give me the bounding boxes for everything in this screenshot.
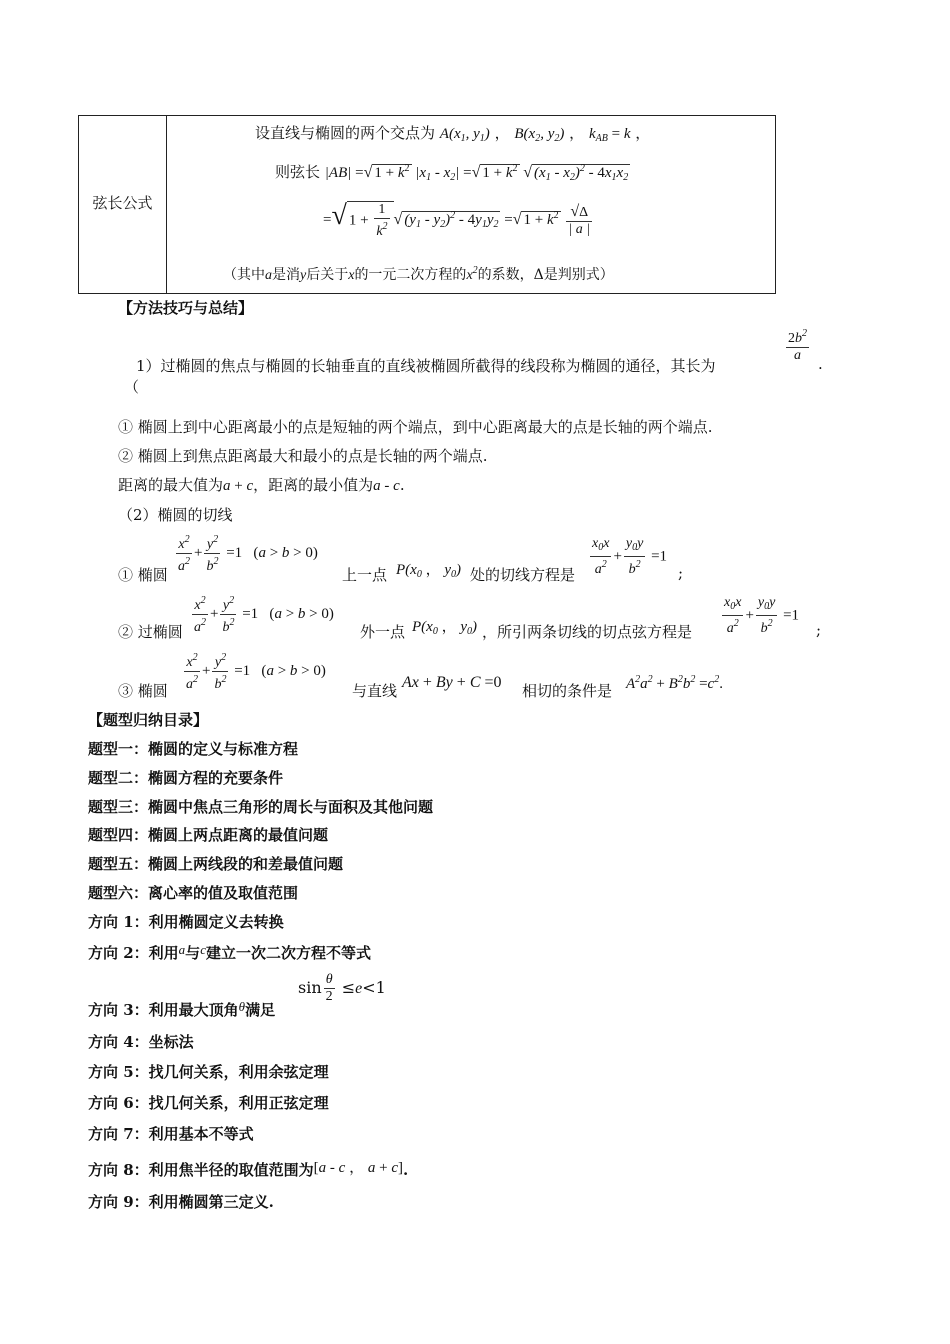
t1-text: 处的切线方程是 <box>470 566 576 584</box>
point-p-formula: $P(x_0$ ， $y_0$) <box>396 562 462 580</box>
circle-item-2: ② 椭圆上到焦点距离最大和最小的点是长轴的两个端点. <box>118 447 488 465</box>
tangent-heading: （2）椭圆的切线 <box>118 506 233 524</box>
var-x-squared: $x^2$ <box>466 265 478 283</box>
var-a: a <box>178 942 186 957</box>
catalog-item: 方向 1：利用椭圆定义去转换 <box>88 913 284 931</box>
delta-symbol: Δ <box>533 267 544 283</box>
open-paren: （ <box>124 378 140 396</box>
var-a: a <box>265 268 272 283</box>
note-part: （其中 <box>223 267 265 283</box>
dist-text: ，距离的最小值为 <box>253 476 374 494</box>
methods-heading: 【方法技巧与总结】 <box>118 299 254 317</box>
focal-radius-range: [a - c ， a + c] <box>313 1160 403 1176</box>
note-part: 的系数， <box>477 267 534 283</box>
catalog-item: 方向 4：坐标法 <box>88 1033 194 1051</box>
note-part: 是消 <box>272 267 300 283</box>
catalog-direction-2 <box>88 942 371 963</box>
t2-text: ② 过椭圆 <box>118 623 183 641</box>
dir3-text: 方向 3：利用最大顶角 <box>88 1001 239 1019</box>
semicolon: ; <box>678 564 684 582</box>
semicolon: ; <box>816 621 822 639</box>
ellipse-equation: $\frac{x^2}{a^2}$ + $\frac{y^2}{b^2}$ =1 (a > b > 0) <box>194 595 334 635</box>
distance-line: 距离的最大值为a + c，距离的最小值为a - c. <box>118 476 405 494</box>
catalog-item: 题型四：椭圆上两点距离的最值问题 <box>88 826 329 844</box>
catalog-direction-3 <box>88 999 275 1020</box>
dist-text: 距离的最大值为 <box>118 476 224 494</box>
catalog-item: 题型一：椭圆的定义与标准方程 <box>88 740 299 758</box>
catalog-item: 题型二：椭圆方程的充要条件 <box>88 769 284 787</box>
eccentricity-condition: sin $\frac{\theta}{2}$ ≤e<1 <box>298 972 386 1004</box>
note-part: 的一元二次方程的 <box>354 267 467 283</box>
catalog-item: 题型五：椭圆上两线段的和差最值问题 <box>88 855 344 873</box>
ellipse-equation: $\frac{x^2}{a^2}$ + $\frac{y^2}{b^2}$ =1 (a > b > 0) <box>186 652 326 692</box>
ellipse-equation: $\frac{x^2}{a^2}$ + $\frac{y^2}{b^2}$ =1 (a > b > 0) <box>178 534 318 574</box>
table-label: 弦长公式 <box>92 194 153 212</box>
tangent-equation: $\frac{x_0x}{a^2}$ + $\frac{y_0y}{b^2}$ =1 <box>592 536 668 577</box>
t3-text: 与直线 <box>352 682 398 700</box>
circle-item-1: ① 椭圆上到中心距离最小的点是短轴的两个端点，到中心距离最大的点是长轴的两个端点. <box>118 418 713 436</box>
var-x: x <box>348 268 355 283</box>
t1-text: 上一点 <box>342 566 388 584</box>
line-equation: Ax + By + C =0 <box>402 674 502 691</box>
catalog-item: 方向 5：找几何关系，利用余弦定理 <box>88 1063 329 1081</box>
methods-item-1 <box>136 355 716 376</box>
chord-length-table <box>78 115 776 294</box>
item-1-text: 1）过椭圆的焦点与椭圆的长轴垂直的直线被椭圆所截得的线段称为椭圆的通径，其长为 <box>136 357 716 375</box>
intersection-text: 设直线与椭圆的两个交点为 <box>255 124 436 142</box>
var-c: c <box>200 942 206 957</box>
point-b-formula: $B(x_2$, $y_2$) <box>514 126 565 144</box>
catalog-item: 题型三：椭圆中焦点三角形的周长与面积及其他问题 <box>88 798 434 816</box>
point-a-formula: $A(x_1$, $y_1$) <box>439 126 490 144</box>
catalog-item: 方向 7：利用基本不等式 <box>88 1125 254 1143</box>
chord-formula-2: =√ 1 + $\frac{1}{k^2}$ √ $(y_1 - y_2)^2 - 4y_1y_2$ =√ $1 + k^2$ $\frac{√\Delta}{| a |}$ <box>323 200 591 239</box>
table-divider <box>166 116 167 293</box>
note-part: 是判别式） <box>543 267 614 283</box>
var-y: y <box>300 268 307 283</box>
table-line-3 <box>323 200 594 240</box>
table-line-1: 设直线与椭圆的两个交点为 $A(x_1$, $y_1$) ， $B(x_2$, $y_2$) ， $k_{AB} = k$ ， <box>255 124 651 144</box>
point-p-formula: $P(x_0$ ， $y_0$) <box>412 619 478 637</box>
dir3-text: 满足 <box>245 1001 276 1019</box>
chord-formula-1: |AB| =√ $1 + k^2$ $|x_1 - x_2|$ =√ $1 + k^2$ √ $(x_1 - x_2)^2 - 4x_1x_2$ <box>324 163 629 183</box>
slope-formula: $k_{AB} = k$ <box>588 126 631 144</box>
latus-rectum-formula: $\frac{2b^2}{a}$ <box>788 328 807 363</box>
catalog-item: 方向 6：找几何关系，利用正弦定理 <box>88 1094 329 1112</box>
dir2-text: 与 <box>185 944 201 962</box>
dir2-text: 建立一次二次方程不等式 <box>205 944 371 962</box>
chord-of-contact-equation: $\frac{x_0x}{a^2}$ + $\frac{y_0y}{b^2}$ =1 <box>724 595 800 636</box>
theta-symbol: θ <box>238 999 246 1014</box>
t2-text: 外一点 <box>360 623 406 641</box>
catalog-direction-8: 方向 8：利用焦半径的取值范围为[a - c ， a + c]. <box>88 1160 409 1179</box>
t3-text: ③ 椭圆 <box>118 682 168 700</box>
catalog-item: 题型六：离心率的值及取值范围 <box>88 884 299 902</box>
min-distance-formula: a - c <box>373 478 400 494</box>
table-line-2 <box>275 161 630 183</box>
chord-length-text: 则弦长 <box>275 163 321 181</box>
t2-text: ，所引两条切线的切点弦方程是 <box>482 623 693 641</box>
catalog-item: 方向 9：利用椭圆第三定义. <box>88 1193 274 1211</box>
t3-text: 相切的条件是 <box>522 682 613 700</box>
note-part: 后关于 <box>306 267 349 283</box>
t1-text: ① 椭圆 <box>118 566 168 584</box>
dir2-text: 方向 2：利用 <box>88 944 179 962</box>
tangency-condition: $A^2a^2 + B^2b^2 =c^2$. <box>626 674 723 692</box>
period: . <box>818 355 823 373</box>
dir8-text: 方向 8：利用焦半径的取值范围为 <box>88 1161 314 1179</box>
max-distance-formula: a + c <box>223 478 254 494</box>
catalog-heading: 【题型归纳目录】 <box>88 711 209 729</box>
table-line-4 <box>223 264 614 284</box>
